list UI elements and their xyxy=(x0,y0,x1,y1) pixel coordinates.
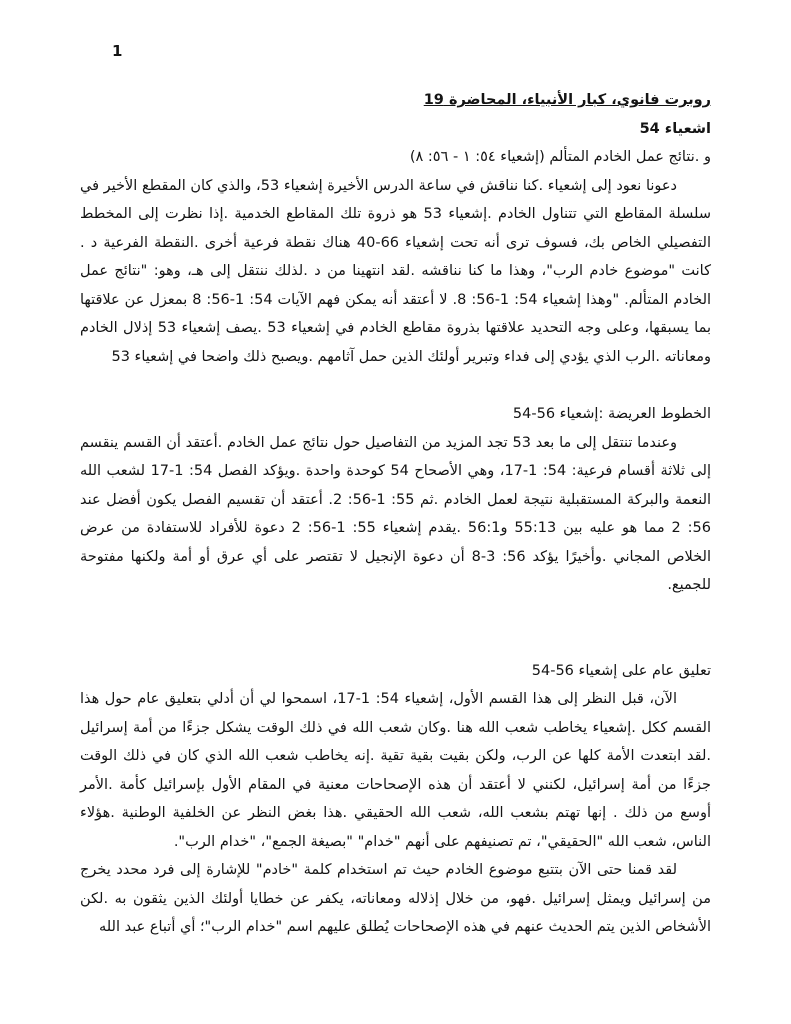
heading-outline-isaiah-54-56: الخطوط العريضة :إشعياء 56-54 xyxy=(512,406,711,422)
paragraph-general-comment: الآن، قبل النظر إلى هذا القسم الأول، إشعياء 54: 1-17، اسمحوا لي أن أدلي بتعليق عام حول هذا القسم ككل .إشعياء يخاطب شعب الله هنا .وكان شعب الله في ذلك الوقت يشكل جزءًا من أمة إسرائيل .لقد ابتعدت الأمة كلها عن الرب، ولكن بقيت بقية تقية .إنه يخاطب شعب الله الذي كان في ذلك الوقت جزءًا من أمة إسرائيل، لكنني لا أعتقد أن هذه الإصحاحات معنية في المقام الأول بإسرائيل كأمة .الأمر أوسع من ذلك . إنها تهتم بشعب الله، شعب الله الحقيقي .هذا بغض النظر عن الخلفية الوطنية .هؤلاء الناس، شعب الله "الحقيقي"، تم تصنيفهم على أنهم "خدام" "بصيغة الجمع"، "خدام الرب". xyxy=(80,691,711,850)
paragraph-intro-isaiah-53: دعونا نعود إلى إشعياء .كنا نناقش في ساعة الدرس الأخيرة إشعياء 53، والذي كان المقطع الأخير في سلسلة المقاطع التي تتناول الخادم .إشعياء 53 هو ذروة تلك المقاطع الخدمية .إذا نظرت إلى المخطط التفصيلي الخاص بك، فسوف ترى أنه تحت إشعياء 66-40 هناك نقطة فرعية أخرى .النقطة الفرعية د . كانت "موضوع خادم الرب"، وهذا ما كنا نناقشه .لقد انتهينا من د .لذلك ننتقل إلى هـ، وهو: "نتائج عمل الخادم المتألم. "وهذا إشعياء 54: 1-56: 8. لا أعتقد أنه يمكن فهم الآيات 54: 1-56: 8 بمعزل عن علاقتها بما يسبقها، وعلى وجه التحديد علاقتها بذروة مقاطع الخادم في إشعياء 53 .يصف إشعياء 53 إذلال الخادم ومعاناته .الرب الذي يؤدي إلى فداء وتبرير أولئك الذين حمل آثامهم .ويصبح ذلك واضحا في إشعياء 53 xyxy=(80,177,712,365)
heading-general-comment: تعليق عام على إشعياء 56-54 xyxy=(531,662,711,679)
paragraph-servant-theme: لقد قمنا حتى الآن بتتبع موضوع الخادم حيث تم استخدام كلمة "خادم" للإشارة إلى فرد محدد يخرج من إسرائيل ويمثل إسرائيل .فهو، من خلال إذلاله ومعاناته، يكفر عن خطايا أولئك الذين يثقون به .لكن الأشخاص الذين يتم الحديث عنهم في هذه الإصحاحات يُطلق عليهم اسم "خدام الرب"؛ أي أتباع عبد الله xyxy=(80,862,711,935)
document-title: روبرت فانوي، كبار الأنبياء، المحاضرة 19 xyxy=(423,92,711,108)
paragraph-outline-details: وعندما تنتقل إلى ما بعد 53 تجد المزيد من التفاصيل حول نتائج عمل الخادم .أعتقد أن القسم ينقسم إلى ثلاثة أقسام فرعية: 54: 1-17، وهي الأصحاح 54 كوحدة واحدة .ويؤكد الفصل 54: 1-17 لشعب الله النعمة والبركة المستقبلية نتيجة لعمل الخادم .ثم 55: 1-56: 2. أعتقد أن تقسيم الفصل يكون أفضل عند 56: 2 مما هو عليه بين 55:13 و56:1 .يقدم إشعياء 55: 1-56: 2 دعوة للأفراد للاستفادة من عرض الخلاص المجاني .وأخيرًا يؤكد 56: 3-8 أن دعوة الإنجيل لا تقتصر على أي عرق أو أمة ولكنها مفتوحة للجميع. xyxy=(80,434,712,593)
section-heading-isaiah-54: اشعياء 54 xyxy=(639,120,711,137)
page-number: 1 xyxy=(112,42,123,60)
outcomes-subheading: و .نتائج عمل الخادم المتألم (إشعياء ٥٤: ١ - ٥٦: ٨) xyxy=(409,149,711,165)
document-content xyxy=(80,86,711,942)
